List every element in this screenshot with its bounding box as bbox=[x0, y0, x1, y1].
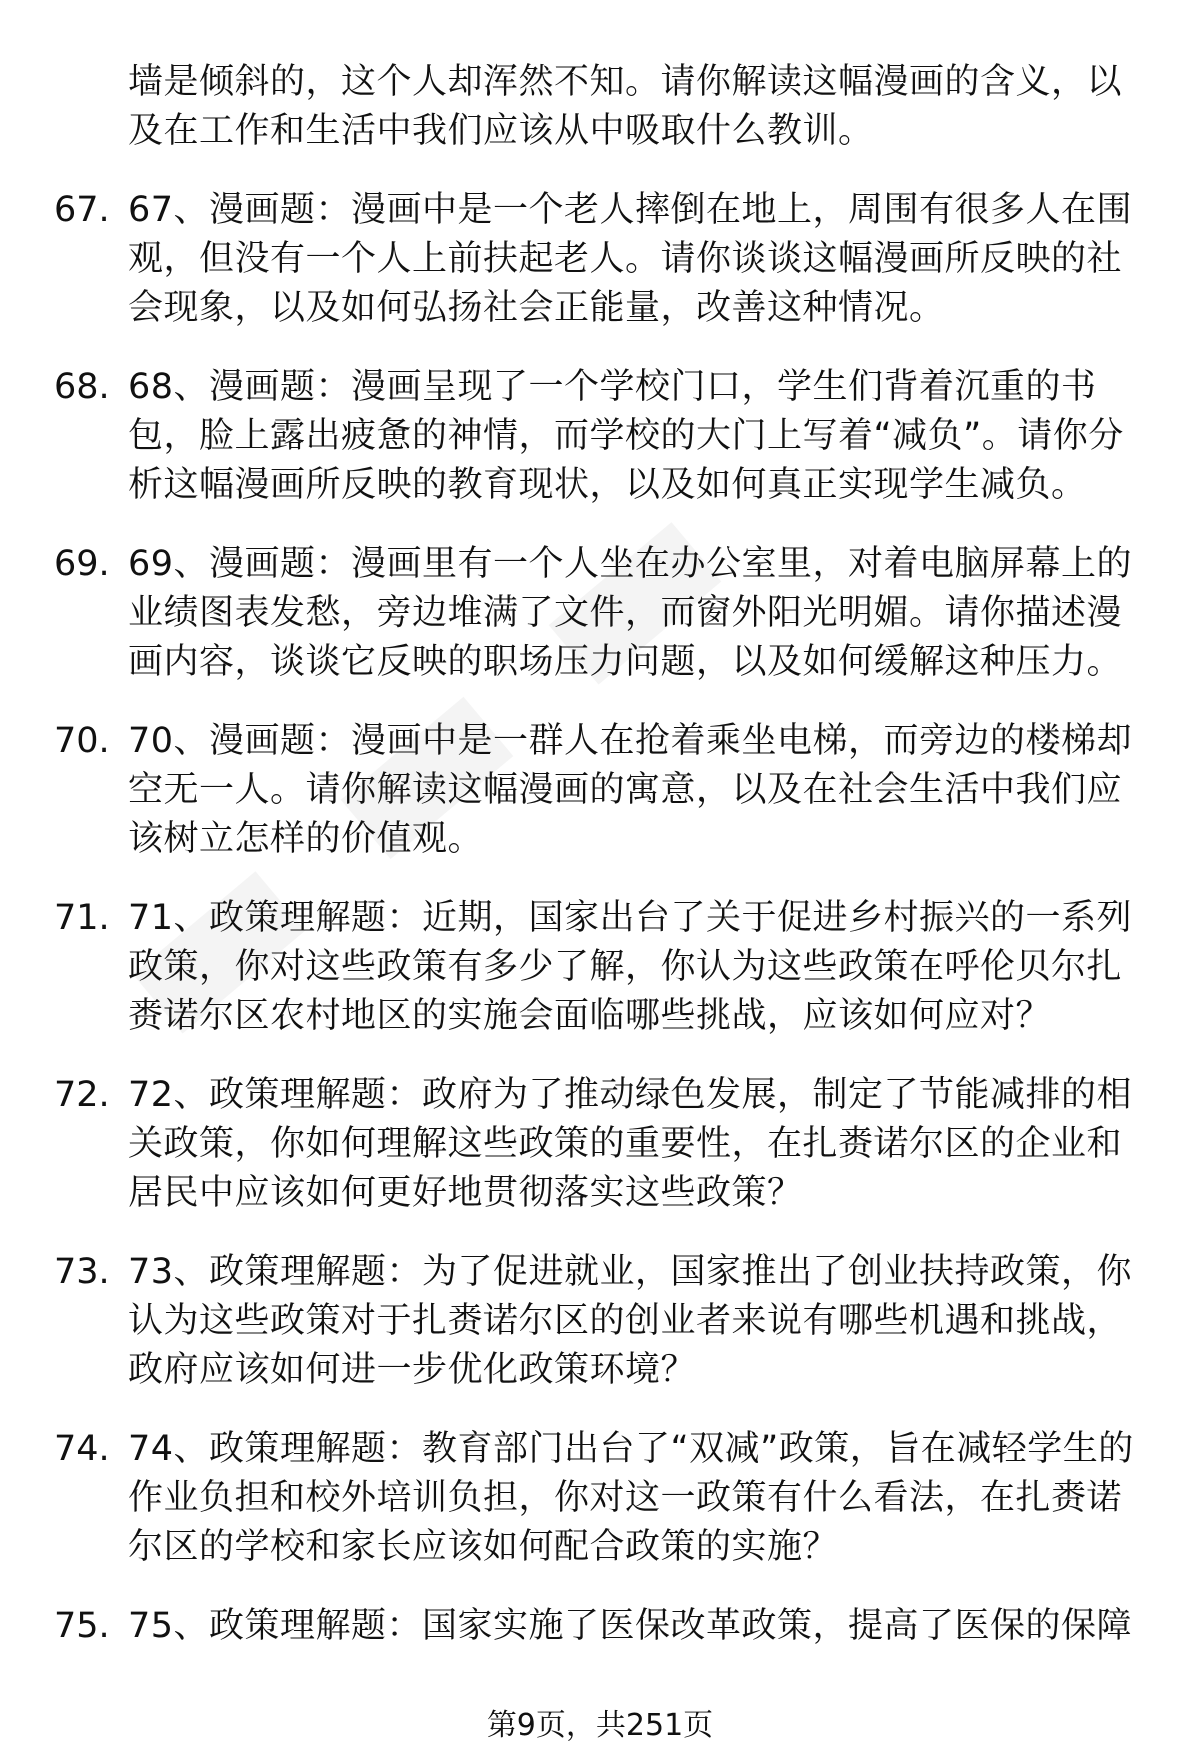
item-number: 70. bbox=[54, 721, 110, 761]
item-number: 69. bbox=[54, 544, 110, 584]
item-number: 73. bbox=[54, 1252, 110, 1292]
list-item bbox=[54, 1248, 1154, 1395]
list-item bbox=[54, 894, 1154, 1041]
list-item bbox=[54, 1602, 1154, 1651]
list-item bbox=[54, 717, 1154, 864]
item-text: 70、漫画题：漫画中是一群人在抢着乘坐电梯，而旁边的楼梯却空无一人。请你解读这幅漫画的寓意，以及在社会生活中我们应该树立怎样的价值观。 bbox=[128, 721, 1133, 859]
item-text: 67、漫画题：漫画中是一个老人摔倒在地上，周围有很多人在围观，但没有一个人上前扶起老人。请你谈谈这幅漫画所反映的社会现象，以及如何弘扬社会正能量，改善这种情况。 bbox=[128, 190, 1133, 328]
item-number: 75. bbox=[54, 1606, 110, 1646]
item-number: 71. bbox=[54, 898, 110, 938]
item-text: 71、政策理解题：近期，国家出台了关于促进乡村振兴的一系列政策，你对这些政策有多少了解，你认为这些政策在呼伦贝尔扎赉诺尔区农村地区的实施会面临哪些挑战，应该如何应对？ bbox=[128, 898, 1133, 1036]
list-item bbox=[54, 1071, 1154, 1218]
list-item bbox=[54, 363, 1154, 510]
item-text: 68、漫画题：漫画呈现了一个学校门口，学生们背着沉重的书包，脸上露出疲惫的神情，而学校的大门上写着“减负”。请你分析这幅漫画所反映的教育现状，以及如何真正实现学生减负。 bbox=[128, 367, 1124, 505]
item-text: 69、漫画题：漫画里有一个人坐在办公室里，对着电脑屏幕上的业绩图表发愁，旁边堆满了文件，而窗外阳光明媚。请你描述漫画内容，谈谈它反映的职场压力问题，以及如何缓解这种压力。 bbox=[128, 544, 1133, 682]
item-text: 74、政策理解题：教育部门出台了“双减”政策，旨在减轻学生的作业负担和校外培训负担，你对这一政策有什么看法，在扎赉诺尔区的学校和家长应该如何配合政策的实施？ bbox=[128, 1429, 1134, 1567]
item-number: 74. bbox=[54, 1429, 110, 1469]
list-item bbox=[54, 540, 1154, 687]
item-number: 68. bbox=[54, 367, 110, 407]
item-number: 67. bbox=[54, 190, 110, 230]
list-item bbox=[54, 1425, 1154, 1572]
continued-question-text: 墙是倾斜的，这个人却浑然不知。请你解读这幅漫画的含义，以及在工作和生活中我们应该从中吸取什么教训。 bbox=[128, 62, 1123, 151]
item-text: 72、政策理解题：政府为了推动绿色发展，制定了节能减排的相关政策，你如何理解这些政策的重要性，在扎赉诺尔区的企业和居民中应该如何更好地贯彻落实这些政策？ bbox=[128, 1075, 1133, 1213]
item-number: 72. bbox=[54, 1075, 110, 1115]
item-text: 75、政策理解题：国家实施了医保改革政策，提高了医保的保障 bbox=[128, 1606, 1133, 1646]
item-text: 73、政策理解题：为了促进就业，国家推出了创业扶持政策，你认为这些政策对于扎赉诺尔区的创业者来说有哪些机遇和挑战，政府应该如何进一步优化政策环境？ bbox=[128, 1252, 1133, 1390]
list-item bbox=[54, 186, 1154, 333]
page-footer: 第9页，共251页 bbox=[486, 1708, 714, 1743]
question-list bbox=[54, 58, 1154, 1651]
